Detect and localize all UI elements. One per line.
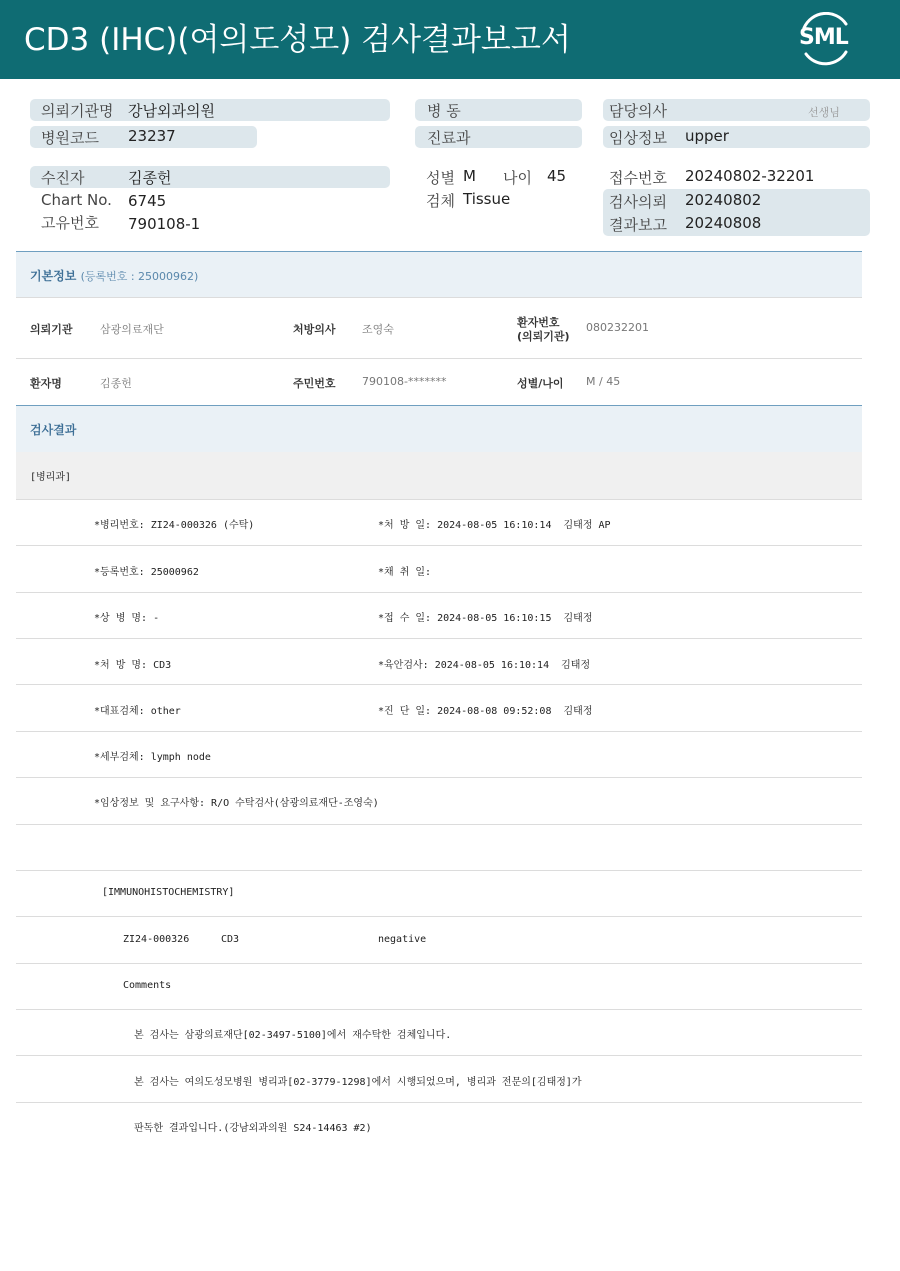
divider — [16, 777, 862, 778]
result-row-left: *병리번호: ZI24-000326 (수탁) — [94, 520, 255, 531]
divider — [16, 916, 862, 917]
patient-id-sublabel: (의뢰기관) — [517, 330, 570, 343]
divider — [16, 731, 862, 732]
result-row-left: *대표검체: other — [94, 706, 181, 717]
ihc-result: negative — [378, 934, 427, 945]
basic-info-title-text: 기본정보 — [30, 269, 77, 283]
patient-name: 김종헌 — [128, 169, 172, 187]
divider — [16, 297, 862, 298]
receipt-label: 접수번호 — [609, 169, 667, 187]
report-value: 20240808 — [685, 214, 762, 232]
divider — [16, 1009, 862, 1010]
divider — [16, 824, 862, 825]
sex-label: 성별 — [426, 169, 455, 187]
doctor-label: 담당의사 — [609, 102, 667, 120]
prescriber-label: 처방의사 — [293, 323, 336, 336]
institution-value: 강남외과의원 — [128, 102, 215, 120]
dept-band — [16, 452, 862, 499]
uid-label: 고유번호 — [41, 214, 99, 232]
divider — [16, 963, 862, 964]
sex-age-label: 성별/나이 — [517, 377, 564, 390]
report-title: CD3 (IHC)(여의도성모) 검사결과보고서 — [24, 22, 571, 58]
divider — [16, 1055, 862, 1056]
patient-id-label: 환자번호 — [517, 316, 560, 329]
department-label: 진료과 — [427, 129, 471, 147]
result-row-left: *임상정보 및 요구사항: R/O 수탁검사(삼광의료재단-조영숙) — [94, 798, 379, 809]
sex-age-value: M / 45 — [586, 375, 621, 388]
prescriber-value: 조영숙 — [362, 323, 394, 336]
patient-label: 수진자 — [41, 169, 85, 187]
age-value: 45 — [547, 167, 567, 185]
results-band — [16, 406, 862, 452]
divider — [16, 499, 862, 500]
ihc-header: [IMMUNOHISTOCHEMISTRY] — [102, 887, 235, 898]
receipt-value: 20240802-32201 — [685, 167, 815, 185]
doctor-suffix: 선생님 — [808, 106, 840, 119]
clinical-label: 임상정보 — [609, 129, 667, 147]
ward-label: 병 동 — [427, 102, 461, 120]
results-title: 검사결과 — [30, 423, 77, 437]
divider — [16, 592, 862, 593]
basic-info-title — [30, 267, 198, 284]
divider — [16, 638, 862, 639]
ihc-test-name: CD3 — [221, 934, 240, 945]
name-label: 환자명 — [30, 377, 62, 390]
result-row-left: *등록번호: 25000962 — [94, 567, 199, 578]
rrn-value: 790108-******* — [362, 375, 447, 388]
report-header-bar — [0, 0, 900, 79]
hospital-code-value: 23237 — [128, 127, 176, 145]
result-row-right: *접 수 일: 2024-08-05 16:10:15 김태정 — [378, 613, 593, 624]
specimen-label: 검체 — [426, 192, 455, 210]
hospital-code-label: 병원코드 — [41, 129, 99, 147]
request-label: 검사의뢰 — [609, 193, 667, 211]
divider — [16, 1102, 862, 1103]
comment-line: 본 검사는 삼광의료재단[02-3497-5100]에서 재수탁한 검체입니다. — [134, 1030, 452, 1041]
patient-id-value: 080232201 — [586, 321, 649, 334]
name-value: 김종헌 — [100, 377, 132, 390]
age-label: 나이 — [503, 169, 532, 187]
comment-line: 판독한 결과입니다.(강남외과의원 S24-14463 #2) — [134, 1123, 372, 1134]
specimen-value: Tissue — [463, 190, 511, 208]
chart-value: 6745 — [128, 192, 167, 210]
result-row-right: *육안검사: 2024-08-05 16:10:14 김태정 — [378, 660, 591, 671]
result-row-right: *채 취 일: — [378, 567, 432, 578]
rrn-label: 주민번호 — [293, 377, 336, 390]
inst-label: 의뢰기관 — [30, 323, 73, 336]
uid-value: 790108-1 — [128, 215, 201, 233]
report-label: 결과보고 — [609, 216, 667, 234]
result-row-left: *처 방 명: CD3 — [94, 660, 172, 671]
comment-line: 본 검사는 여의도성모병원 병리과[02-3779-1298]에서 시행되었으며, 병리과 전문의[김태정]가 — [134, 1077, 582, 1088]
result-row-right: *처 방 일: 2024-08-05 16:10:14 김태정 AP — [378, 520, 611, 531]
result-row-right: *진 단 일: 2024-08-08 09:52:08 김태정 — [378, 706, 593, 717]
sex-value: M — [463, 167, 476, 185]
chart-label: Chart No. — [41, 191, 112, 209]
divider — [16, 684, 862, 685]
clinical-value: upper — [685, 127, 729, 145]
divider — [16, 545, 862, 546]
dept-header: [병리과] — [30, 472, 72, 483]
institution-label: 의뢰기관명 — [41, 102, 114, 120]
ihc-pathology-no: ZI24-000326 — [123, 934, 190, 945]
sml-logo — [796, 12, 854, 66]
result-row-left: *상 병 명: - — [94, 613, 160, 624]
inst-value: 삼광의료재단 — [100, 323, 164, 336]
divider — [16, 870, 862, 871]
comments-label: Comments — [123, 980, 172, 991]
request-value: 20240802 — [685, 191, 762, 209]
registration-note: (등록번호 : 25000962) — [80, 270, 199, 283]
logo-text: SML — [799, 25, 848, 50]
result-row-left: *세부검체: lymph node — [94, 752, 211, 763]
divider — [16, 358, 862, 359]
